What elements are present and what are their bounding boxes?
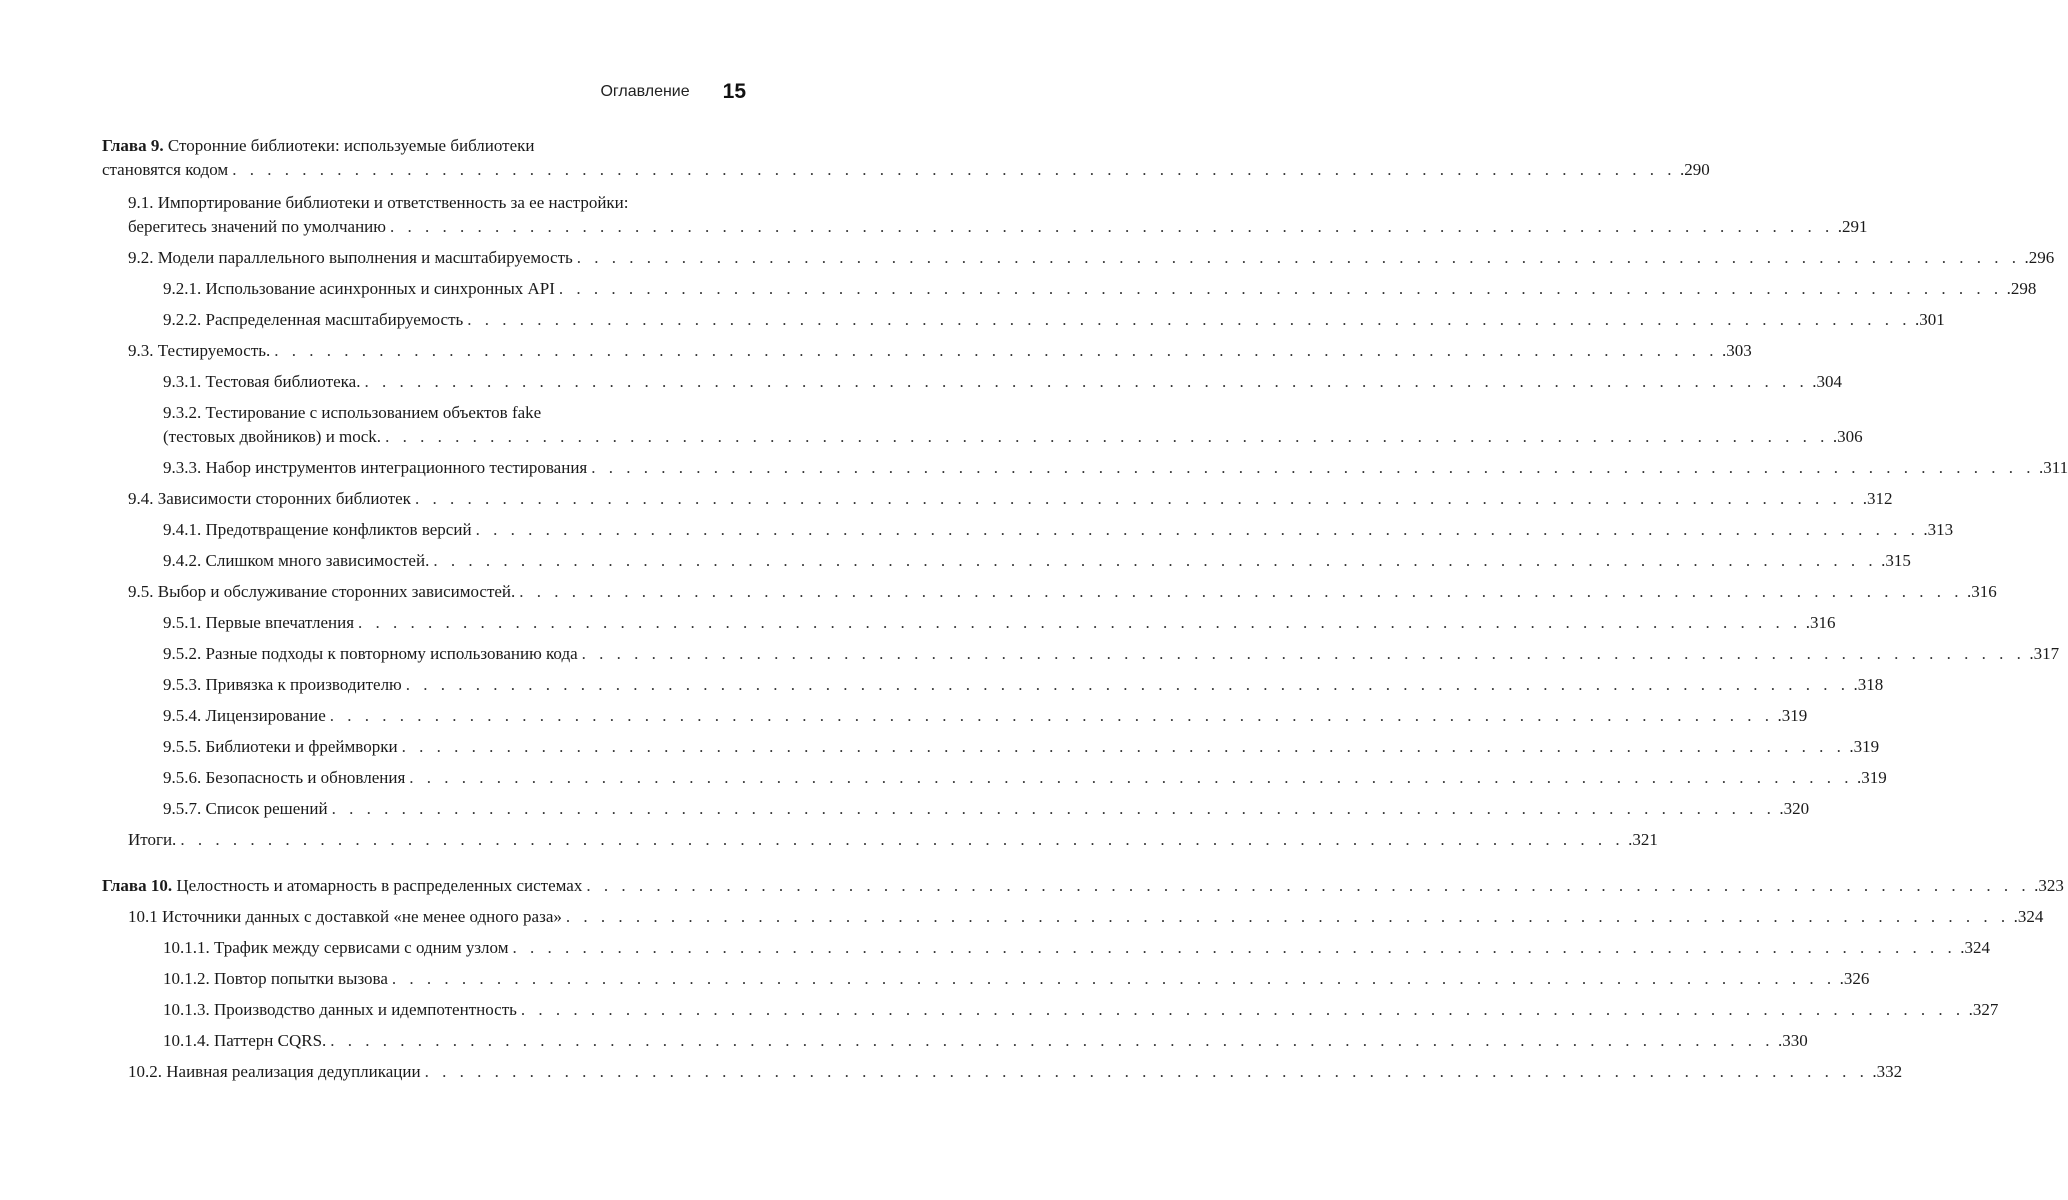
toc-entry-title: Сторонние библиотеки: используемые библиотеки <box>163 136 535 155</box>
toc-entry-title: становятся кодом <box>102 160 229 179</box>
toc-page-number: .324 <box>1960 938 1990 957</box>
dot-leader: . . . . . . . . . . . . . . . . . . . . . . . . . . . . . . . . . . . . . . . . . . . . . . . . . . . . . . . . . . . . . . . . . . . . . . . . . . . . . . . . . . . <box>401 737 1846 756</box>
toc-entry-title-line <box>163 797 328 821</box>
dot-leader: . . . . . . . . . . . . . . . . . . . . . . . . . . . . . . . . . . . . . . . . . . . . . . . . . . . . . . . . . . . . . . . . . . . . . . . . . . . . . . . . . . . <box>519 582 1964 601</box>
toc-entry-title: 10.1.4. Паттерн CQRS. <box>163 1031 327 1050</box>
dot-leader: . . . . . . . . . . . . . . . . . . . . . . . . . . . . . . . . . . . . . . . . . . . . . . . . . . . . . . . . . . . . . . . . . . . . . . . . . . . . . . . . . . . <box>232 160 1676 179</box>
toc-entry-title: 9.1. Импортирование библиотеки и ответственность за ее настройки: <box>128 193 629 212</box>
toc-entry-title: берегитесь значений по умолчанию <box>128 217 386 236</box>
toc-entry-title: 9.4.2. Слишком много зависимостей. <box>163 551 430 570</box>
toc-page-number: .291 <box>1837 217 1868 236</box>
dot-leader: . . . . . . . . . . . . . . . . . . . . . . . . . . . . . . . . . . . . . . . . . . . . . . . . . . . . . . . . . . . . . . . . . . . . . . . . . . . . . . . . . . . <box>558 279 2003 298</box>
toc-entry-title-line <box>163 308 463 332</box>
dot-leader: . . . . . . . . . . . . . . . . . . . . . . . . . . . . . . . . . . . . . . . . . . . . . . . . . . . . . . . . . . . . . . . . . . . . . . . . . . . . . . . . . . . <box>405 675 1850 694</box>
toc-subsection[interactable] <box>102 735 1880 759</box>
dot-leader: . . . . . . . . . . . . . . . . . . . . . . . . . . . . . . . . . . . . . . . . . . . . . . . . . . . . . . . . . . . . . . . . . . . . . . . . . . . . . . . . . . . <box>512 938 1957 957</box>
toc-entry-title-line <box>163 673 402 697</box>
toc-entry-title: 9.5.6. Безопасность и обновления <box>163 768 406 787</box>
toc-page-number: .306 <box>1832 427 1863 446</box>
toc-entry-title-line <box>128 339 270 363</box>
toc-entry-title: 9.4. Зависимости сторонних библиотек <box>128 489 411 508</box>
toc-entry-title: Итоги. <box>128 830 177 849</box>
toc-subsection[interactable] <box>102 1029 1808 1053</box>
toc-section[interactable] <box>102 828 1658 852</box>
toc-section[interactable] <box>102 1060 1903 1084</box>
toc-entry-title: 10.2. Наивная реализация дедупликации <box>128 1062 421 1081</box>
toc-entry-title-line <box>163 967 388 991</box>
toc-entry-title: 9.2.1. Использование асинхронных и синхронных API <box>163 279 555 298</box>
toc-subsection[interactable] <box>102 967 1870 991</box>
toc-entry-title-line <box>128 828 176 852</box>
toc-subsection[interactable] <box>102 766 1887 790</box>
toc-subsection[interactable] <box>102 308 1945 332</box>
toc-subsection[interactable] <box>102 549 1911 573</box>
toc-section[interactable] <box>102 487 1893 511</box>
dot-leader: . . . . . . . . . . . . . . . . . . . . . . . . . . . . . . . . . . . . . . . . . . . . . . . . . . . . . . . . . . . . . . . . . . . . . . . . . . . . . . . . . . . <box>414 489 1859 508</box>
toc-entry-title: 9.5.7. Список решений <box>163 799 328 818</box>
toc-entry-title: 10.1.2. Повтор попытки вызова <box>163 969 388 988</box>
toc-entry-title: 9.5.1. Первые впечатления <box>163 613 355 632</box>
toc-section[interactable] <box>102 905 2044 929</box>
page-number: 15 <box>722 80 746 103</box>
toc-entry-title-line <box>163 766 405 790</box>
dot-leader: . . . . . . . . . . . . . . . . . . . . . . . . . . . . . . . . . . . . . . . . . . . . . . . . . . . . . . . . . . . . . . . . . . . . . . . . . . . . . . . . . . . <box>565 907 2010 926</box>
toc-page-number: .319 <box>1857 768 1887 787</box>
toc-page-number: .317 <box>2029 644 2060 663</box>
toc-entry-title: 9.3. Тестируемость. <box>128 341 271 360</box>
toc-entry-title: 9.3.3. Набор инструментов интеграционного тестирования <box>163 458 588 477</box>
dot-leader: . . . . . . . . . . . . . . . . . . . . . . . . . . . . . . . . . . . . . . . . . . . . . . . . . . . . . . . . . . . . . . . . . . . . . . . . . . . . . . . . . . . <box>520 1000 1965 1019</box>
running-head <box>102 78 746 106</box>
toc-section[interactable] <box>102 580 1997 604</box>
dot-leader: . . . . . . . . . . . . . . . . . . . . . . . . . . . . . . . . . . . . . . . . . . . . . . . . . . . . . . . . . . . . . . . . . . . . . . . . . . . . . . . . . . . <box>586 876 2031 895</box>
toc-entry-title-line <box>163 735 398 759</box>
toc-page-number: .301 <box>1915 310 1945 329</box>
toc-entry-title-line <box>163 518 472 542</box>
running-head-title: Оглавление <box>600 83 690 100</box>
toc-subsection[interactable] <box>102 518 1954 542</box>
toc-page-number: .326 <box>1839 969 1870 988</box>
toc-entry-title-line <box>163 549 429 573</box>
toc-entry-title-line <box>163 401 746 425</box>
dot-leader: . . . . . . . . . . . . . . . . . . . . . . . . . . . . . . . . . . . . . . . . . . . . . . . . . . . . . . . . . . . . . . . . . . . . . . . . . . . . . . . . . . . <box>409 768 1854 787</box>
toc-entry-title-line <box>163 642 578 666</box>
toc-page-number: .312 <box>1862 489 1893 508</box>
toc-chapter[interactable] <box>102 134 1710 182</box>
toc-entry-title: 9.4.1. Предотвращение конфликтов версий <box>163 520 472 539</box>
dot-leader: . . . . . . . . . . . . . . . . . . . . . . . . . . . . . . . . . . . . . . . . . . . . . . . . . . . . . . . . . . . . . . . . . . . . . . . . . . . . . . . . . . . <box>364 372 1809 391</box>
toc-subsection[interactable] <box>102 611 1836 635</box>
toc-subsection[interactable] <box>102 704 1808 728</box>
toc-entry-title: 9.5.5. Библиотеки и фреймворки <box>163 737 398 756</box>
dot-leader: . . . . . . . . . . . . . . . . . . . . . . . . . . . . . . . . . . . . . . . . . . . . . . . . . . . . . . . . . . . . . . . . . . . . . . . . . . . . . . . . . . . <box>433 551 1878 570</box>
toc-entry-title: 10.1.3. Производство данных и идемпотентность <box>163 1000 517 1019</box>
toc-chapter[interactable] <box>102 874 2064 898</box>
toc-entry-title: 9.5.4. Лицензирование <box>163 706 326 725</box>
toc-section[interactable] <box>102 191 1868 239</box>
toc-entry-title-line <box>102 158 228 182</box>
toc-section[interactable] <box>102 246 2055 270</box>
dot-leader: . . . . . . . . . . . . . . . . . . . . . . . . . . . . . . . . . . . . . . . . . . . . . . . . . . . . . . . . . . . . . . . . . . . . . . . . . . . . . . . . . . . <box>331 799 1776 818</box>
toc-page-number: .290 <box>1679 160 1710 179</box>
toc-entry-title-line <box>163 998 517 1022</box>
toc-subsection[interactable] <box>102 370 1842 394</box>
toc-entry-title-line <box>128 246 573 270</box>
toc-entry-title: (тестовых двойников) и mock. <box>163 427 382 446</box>
toc-entry-title-line <box>102 874 582 898</box>
toc-entry-title: 10.1.1. Трафик между сервисами с одним узлом <box>163 938 509 957</box>
toc-entry-title-line <box>128 905 562 929</box>
chapter-label: Глава 9. <box>102 136 164 155</box>
toc-entry-title-line <box>163 277 555 301</box>
toc-entry-title: 9.3.2. Тестирование с использованием объектов fake <box>163 403 542 422</box>
toc-entry-title-line <box>128 580 515 604</box>
toc-entry-title-line <box>163 936 508 960</box>
toc-page-number: .327 <box>1968 1000 1999 1019</box>
dot-leader: . . . . . . . . . . . . . . . . . . . . . . . . . . . . . . . . . . . . . . . . . . . . . . . . . . . . . . . . . . . . . . . . . . . . . . . . . . . . . . . . . . . <box>424 1062 1869 1081</box>
dot-leader: . . . . . . . . . . . . . . . . . . . . . . . . . . . . . . . . . . . . . . . . . . . . . . . . . . . . . . . . . . . . . . . . . . . . . . . . . . . . . . . . . . . <box>591 458 2035 477</box>
dot-leader: . . . . . . . . . . . . . . . . . . . . . . . . . . . . . . . . . . . . . . . . . . . . . . . . . . . . . . . . . . . . . . . . . . . . . . . . . . . . . . . . . . . <box>391 969 1836 988</box>
toc-entry-title-line <box>163 1029 326 1053</box>
toc-page-number: .316 <box>1805 613 1836 632</box>
toc-page-number: .313 <box>1923 520 1954 539</box>
dot-leader: . . . . . . . . . . . . . . . . . . . . . . . . . . . . . . . . . . . . . . . . . . . . . . . . . . . . . . . . . . . . . . . . . . . . . . . . . . . . . . . . . . . <box>358 613 1802 632</box>
toc-subsection[interactable] <box>102 401 1863 449</box>
toc-entry-title: 9.5.3. Привязка к производителю <box>163 675 402 694</box>
toc-subsection[interactable] <box>102 797 1810 821</box>
toc-entry-title-line <box>102 134 746 158</box>
toc-entry-title-line <box>128 487 411 511</box>
dot-leader: . . . . . . . . . . . . . . . . . . . . . . . . . . . . . . . . . . . . . . . . . . . . . . . . . . . . . . . . . . . . . . . . . . . . . . . . . . . . . . . . . . . <box>467 310 1912 329</box>
dot-leader: . . . . . . . . . . . . . . . . . . . . . . . . . . . . . . . . . . . . . . . . . . . . . . . . . . . . . . . . . . . . . . . . . . . . . . . . . . . . . . . . . . . <box>581 644 2026 663</box>
toc-section[interactable] <box>102 339 1752 363</box>
toc-entry-title-line <box>163 704 326 728</box>
dot-leader: . . . . . . . . . . . . . . . . . . . . . . . . . . . . . . . . . . . . . . . . . . . . . . . . . . . . . . . . . . . . . . . . . . . . . . . . . . . . . . . . . . . <box>385 427 1829 446</box>
toc-page-number: .303 <box>1722 341 1752 360</box>
toc-page-number: .296 <box>2024 248 2055 267</box>
toc-page-number: .330 <box>1778 1031 1808 1050</box>
toc-entry-title-line <box>163 456 587 480</box>
dot-leader: . . . . . . . . . . . . . . . . . . . . . . . . . . . . . . . . . . . . . . . . . . . . . . . . . . . . . . . . . . . . . . . . . . . . . . . . . . . . . . . . . . . <box>475 520 1920 539</box>
dot-leader: . . . . . . . . . . . . . . . . . . . . . . . . . . . . . . . . . . . . . . . . . . . . . . . . . . . . . . . . . . . . . . . . . . . . . . . . . . . . . . . . . . . <box>389 217 1834 236</box>
toc-page-number: .319 <box>1849 737 1880 756</box>
toc-entry-title-line <box>163 370 360 394</box>
toc-entry-title-line <box>163 425 381 449</box>
dot-leader: . . . . . . . . . . . . . . . . . . . . . . . . . . . . . . . . . . . . . . . . . . . . . . . . . . . . . . . . . . . . . . . . . . . . . . . . . . . . . . . . . . . <box>329 706 1774 725</box>
toc-page-number: .315 <box>1881 551 1911 570</box>
dot-leader: . . . . . . . . . . . . . . . . . . . . . . . . . . . . . . . . . . . . . . . . . . . . . . . . . . . . . . . . . . . . . . . . . . . . . . . . . . . . . . . . . . . <box>180 830 1625 849</box>
toc-entry-title: 9.5. Выбор и обслуживание сторонних зависимостей. <box>128 582 516 601</box>
toc-page-number: .318 <box>1853 675 1884 694</box>
toc-subsection[interactable] <box>102 936 1990 960</box>
toc-entry-title-line <box>128 1060 421 1084</box>
toc-entry-title-line <box>163 611 354 635</box>
toc-page-number: .311 <box>2039 458 2068 477</box>
toc-entry-title: 9.2.2. Распределенная масштабируемость <box>163 310 464 329</box>
toc-entry-title: 9.5.2. Разные подходы к повторному использованию кода <box>163 644 578 663</box>
dot-leader: . . . . . . . . . . . . . . . . . . . . . . . . . . . . . . . . . . . . . . . . . . . . . . . . . . . . . . . . . . . . . . . . . . . . . . . . . . . . . . . . . . . <box>330 1031 1775 1050</box>
toc-entry-title: 9.3.1. Тестовая библиотека. <box>163 372 361 391</box>
toc-subsection[interactable] <box>102 277 2037 301</box>
toc-page-number: .324 <box>2013 907 2044 926</box>
toc-page-number: .321 <box>1628 830 1658 849</box>
toc-entry-title-line <box>128 215 386 239</box>
toc-subsection[interactable] <box>102 673 1884 697</box>
toc-subsection[interactable] <box>102 642 2060 666</box>
toc-page-number: .304 <box>1812 372 1842 391</box>
toc-page-number: .323 <box>2034 876 2064 895</box>
toc-entry-title: Целостность и атомарность в распределенных системах <box>172 876 583 895</box>
toc-page-number: .332 <box>1872 1062 1903 1081</box>
toc-entry-title-line <box>128 191 746 215</box>
toc-subsection[interactable] <box>102 456 2068 480</box>
dot-leader: . . . . . . . . . . . . . . . . . . . . . . . . . . . . . . . . . . . . . . . . . . . . . . . . . . . . . . . . . . . . . . . . . . . . . . . . . . . . . . . . . . . <box>576 248 2021 267</box>
toc-page-number: .316 <box>1967 582 1997 601</box>
dot-leader: . . . . . . . . . . . . . . . . . . . . . . . . . . . . . . . . . . . . . . . . . . . . . . . . . . . . . . . . . . . . . . . . . . . . . . . . . . . . . . . . . . . <box>274 341 1719 360</box>
toc-page-number: .298 <box>2006 279 2037 298</box>
toc-entry-title: 9.2. Модели параллельного выполнения и масштабируемость <box>128 248 573 267</box>
toc-subsection[interactable] <box>102 998 1999 1022</box>
toc-entry-title: 10.1 Источники данных с доставкой «не менее одного раза» <box>128 907 562 926</box>
toc-page-number: .319 <box>1777 706 1808 725</box>
table-of-contents <box>102 134 2068 1084</box>
chapter-label: Глава 10. <box>102 876 173 895</box>
toc-page-number: .320 <box>1779 799 1810 818</box>
